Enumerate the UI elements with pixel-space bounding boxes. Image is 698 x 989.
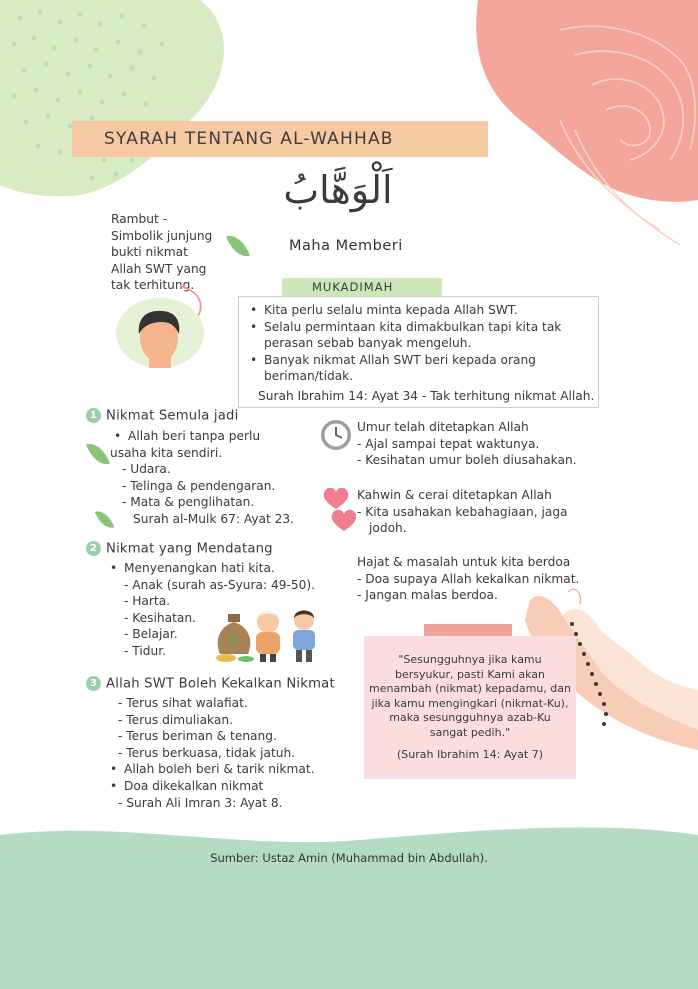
section-1-heading	[86, 408, 238, 424]
name-meaning: Maha Memberi	[289, 238, 403, 254]
quote-text	[364, 653, 576, 763]
green-blob	[0, 0, 224, 196]
mukadimah-line: beriman/tidak.	[264, 369, 354, 384]
section-2-heading	[86, 541, 273, 557]
mukadimah-reference: Surah Ibrahim 14: Ayat 34 - Tak terhitung nikmat Allah.	[258, 389, 595, 403]
source-footer: Sumber: Ustaz Amin (Muhammad bin Abdullah).	[210, 851, 488, 865]
hair-note-line: Simbolik junjung	[111, 228, 213, 243]
quote-line: sangat pedih."	[429, 725, 511, 739]
section-2-item: - Belajar.	[124, 627, 178, 642]
mukadimah-label: MUKADIMAH	[312, 280, 394, 294]
hajat-item: - Jangan malas berdoa.	[357, 588, 498, 603]
section-1-item: - Telinga & pendengaran.	[122, 478, 276, 493]
umur-title: Umur telah ditetapkan Allah	[357, 420, 529, 434]
kahwin-block	[357, 487, 568, 537]
hair-note-line: Allah SWT yang	[111, 261, 207, 276]
arabic-name: اَلْوَهَّابُ	[283, 168, 393, 212]
heart-icon	[322, 485, 356, 535]
section-1-body	[110, 428, 295, 528]
section-3-line: • Doa dikekalkan nikmat	[124, 778, 314, 795]
mukadimah-list	[264, 302, 561, 385]
section-2-title: Nikmat yang Mendatang	[106, 541, 273, 557]
section-1-item: - Udara.	[122, 462, 171, 477]
umur-item: - Ajal sampai tepat waktunya.	[357, 436, 540, 451]
section-3-title: Allah SWT Boleh Kekalkan Nikmat	[106, 676, 335, 692]
section-number: 3	[86, 676, 101, 691]
salmon-blob	[476, 0, 698, 202]
quote-line: bersyukur, pasti Kami akan	[395, 667, 545, 681]
quote-line: "Sesungguhnya jika kamu	[398, 653, 542, 666]
mukadimah-line: • Banyak nikmat Allah SWT beri kepada orang	[264, 352, 561, 369]
section-2-item: - Anak (surah as-Syura: 49-50).	[124, 577, 316, 592]
quote-reference: (Surah Ibrahim 14: Ayat 7)	[396, 748, 544, 761]
section-1-title: Nikmat Semula jadi	[106, 408, 239, 424]
section-3-line: • Allah boleh beri & tarik nikmat.	[124, 761, 314, 778]
quote-line: jika kamu mengingkari (nikmat-Ku),	[371, 696, 569, 710]
hajat-title: Hajat & masalah untuk kita berdoa	[357, 555, 571, 569]
section-3-item: - Terus beriman & tenang.	[118, 729, 277, 744]
page-title: SYARAH TENTANG AL-WAHHAB	[104, 129, 394, 149]
kahwin-item: - Kita usahakan kebahagiaan, jaga	[357, 504, 568, 519]
hair-note-line: bukti nikmat	[111, 245, 188, 260]
section-3-body	[118, 695, 315, 811]
quote-line: maka sesungguhnya azab-Ku	[389, 711, 551, 724]
section-1-line: usaha kita sendiri.	[110, 445, 223, 460]
section-3-item: - Terus sihat walafiat.	[118, 696, 248, 710]
quote-line: menambah (nikmat) kepadamu, dan	[369, 682, 571, 695]
hair-note-line: Rambut -	[111, 212, 168, 226]
section-3-item: - Terus dimuliakan.	[118, 712, 233, 727]
hajat-item: - Doa supaya Allah kekalkan nikmat.	[357, 571, 580, 586]
section-number: 2	[86, 541, 101, 556]
kahwin-title: Kahwin & cerai ditetapkan Allah	[357, 488, 552, 502]
section-2-item: - Kesihatan.	[124, 610, 196, 625]
section-1-item: - Mata & penglihatan.	[122, 495, 255, 510]
umur-item: - Kesihatan umur boleh diusahakan.	[357, 453, 577, 468]
section-3-heading	[86, 676, 335, 692]
section-2-line: • Menyenangkan hati kita.	[124, 560, 315, 577]
hair-note-line: tak terhitung.	[111, 278, 195, 293]
section-2-item: - Tidur.	[124, 643, 166, 658]
mukadimah-line: • Selalu permintaan kita dimakbulkan tapi kita tak	[264, 319, 561, 336]
svg-text:$: $	[229, 633, 239, 648]
umur-block	[357, 419, 577, 469]
family-illustration	[212, 600, 330, 664]
avatar	[115, 298, 205, 368]
mukadimah-line: perasan sebab banyak mengeluh.	[264, 336, 472, 351]
clock-icon	[320, 419, 352, 451]
section-3-item: - Terus berkuasa, tidak jatuh.	[118, 745, 296, 760]
mukadimah-line: • Kita perlu selalu minta kepada Allah SWT.	[264, 302, 561, 319]
section-number: 1	[86, 408, 101, 423]
section-2-item: - Harta.	[124, 594, 171, 609]
section-1-reference: Surah al-Mulk 67: Ayat 23.	[133, 511, 295, 526]
section-3-reference: - Surah Ali Imran 3: Ayat 8.	[118, 795, 283, 810]
section-1-line: • Allah beri tanpa perlu	[128, 428, 289, 445]
kahwin-item: jodoh.	[369, 521, 407, 536]
